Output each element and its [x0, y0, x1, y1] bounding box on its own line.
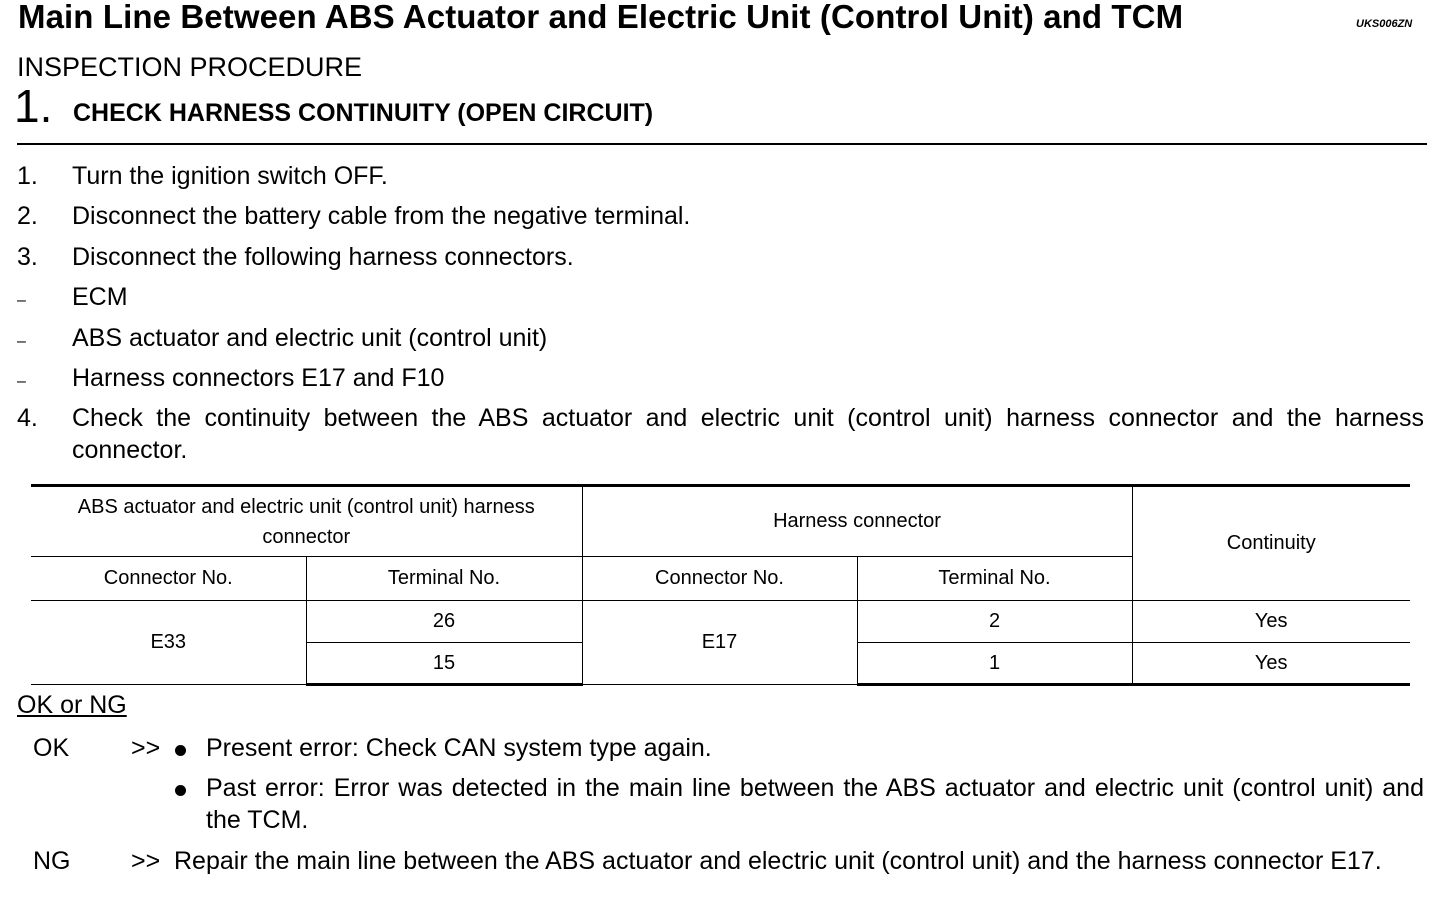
table-row: [31, 601, 1410, 643]
abs-connector-cell: E33: [31, 601, 306, 685]
harness-terminal-cell: 2: [857, 601, 1132, 643]
step-number: 1.: [14, 80, 53, 132]
harness-connector-cell: E17: [582, 601, 857, 685]
ok-present-error-text: Present error: Check CAN system type again.: [206, 734, 712, 762]
ok-past-error-text: Past error: Error was detected in the main line between the ABS actuator and electric unit (control unit) and the TCM.: [206, 774, 1424, 834]
ok-arrow: >>: [131, 734, 161, 762]
instruction-text: ECM: [72, 283, 128, 311]
instruction-item: [17, 160, 1427, 192]
table-header-row: [31, 486, 1410, 557]
dash-marker: –: [17, 292, 26, 309]
abs-connector-group-header: ABS actuator and electric unit (control unit) harness connector: [31, 486, 582, 557]
procedure-heading: INSPECTION PROCEDURE: [17, 52, 363, 82]
bullet-icon: [175, 785, 186, 796]
instruction-text: Disconnect the following harness connectors.: [72, 243, 574, 271]
instruction-item: [17, 200, 1427, 232]
ok-or-ng-heading: OK or NG: [17, 691, 127, 719]
dash-marker: –: [17, 333, 26, 350]
instruction-item: [17, 281, 1427, 313]
dash-marker: –: [17, 373, 26, 390]
harness-terminal-no-header: Terminal No.: [857, 557, 1132, 601]
instruction-text: Turn the ignition switch OFF.: [72, 162, 388, 190]
harness-connector-group-header: Harness connector: [582, 486, 1132, 557]
ng-label: NG: [33, 847, 71, 875]
instruction-item: [17, 322, 1427, 354]
abs-terminal-cell: 15: [306, 643, 582, 685]
continuity-header: Continuity: [1132, 486, 1410, 601]
instruction-item: [17, 362, 1427, 394]
bullet-icon: [175, 745, 186, 756]
abs-connector-no-header: Connector No.: [31, 557, 306, 601]
instruction-text: Check the continuity between the ABS actuator and electric unit (control unit) harness connector and the harness connector.: [72, 404, 1424, 464]
ok-label: OK: [33, 734, 70, 762]
continuity-table: [31, 484, 1410, 686]
instruction-text: Harness connectors E17 and F10: [72, 364, 445, 392]
instruction-marker: 1.: [17, 162, 38, 190]
step-heading: CHECK HARNESS CONTINUITY (OPEN CIRCUIT): [73, 99, 654, 127]
heading-divider: [17, 143, 1427, 145]
document-id: UKS006ZN: [1356, 18, 1413, 30]
instruction-item: [17, 402, 1427, 468]
instruction-marker: 3.: [17, 243, 38, 271]
harness-terminal-cell: 1: [857, 643, 1132, 685]
abs-terminal-no-header: Terminal No.: [306, 557, 582, 601]
abs-terminal-cell: 26: [306, 601, 582, 643]
instruction-text: ABS actuator and electric unit (control unit): [72, 324, 548, 352]
ng-arrow: >>: [131, 847, 161, 875]
instruction-item: [17, 241, 1427, 273]
ng-repair-text: Repair the main line between the ABS actuator and electric unit (control unit) and the harness connector E17.: [174, 847, 1382, 875]
continuity-cell: Yes: [1132, 601, 1410, 643]
page-title: Main Line Between ABS Actuator and Electric Unit (Control Unit) and TCM: [18, 0, 1184, 35]
instruction-marker: 4.: [17, 404, 38, 432]
continuity-cell: Yes: [1132, 643, 1410, 685]
instruction-marker: 2.: [17, 202, 38, 230]
harness-connector-no-header: Connector No.: [582, 557, 857, 601]
instruction-text: Disconnect the battery cable from the negative terminal.: [72, 202, 691, 230]
